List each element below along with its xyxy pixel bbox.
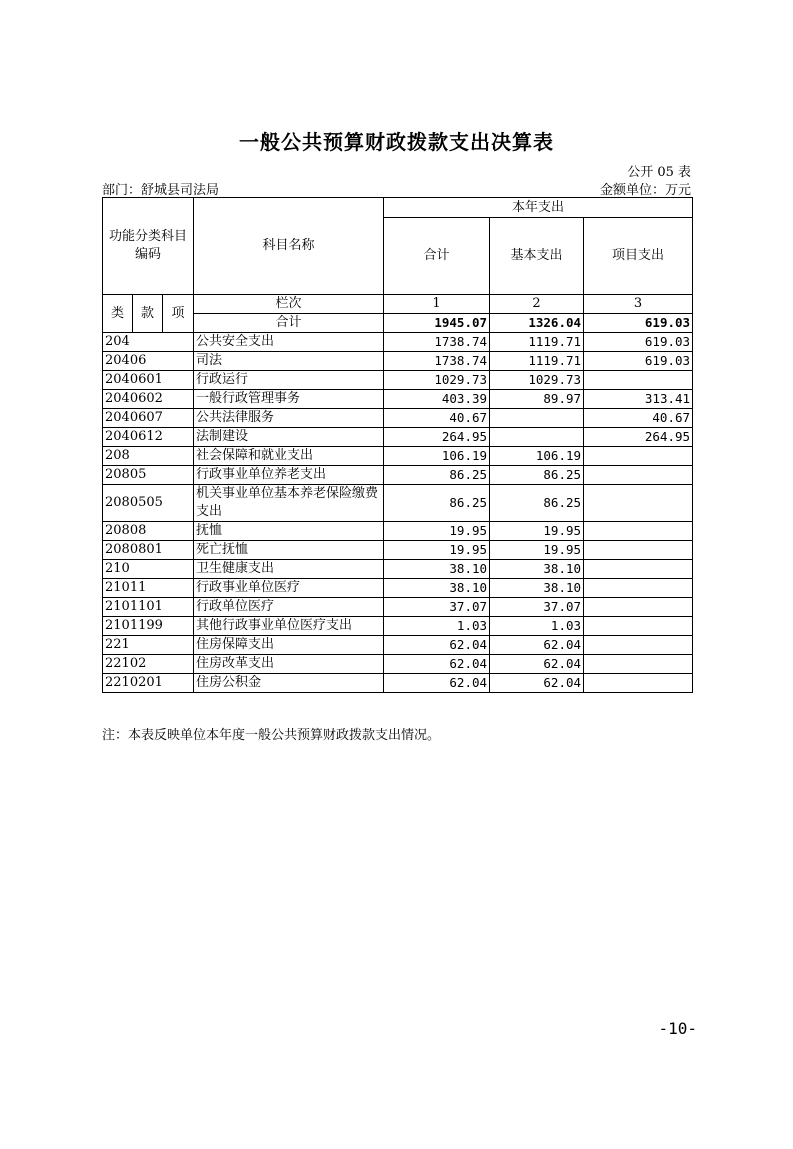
basic-header: 基本支出	[490, 218, 584, 295]
table-row	[103, 390, 693, 409]
row-name: 抚恤	[194, 522, 384, 541]
current-year-header: 本年支出	[384, 198, 693, 218]
row-total: 264.95	[384, 428, 490, 447]
row-name: 死亡抚恤	[194, 541, 384, 560]
row-project	[584, 617, 693, 636]
row-basic: 19.95	[490, 541, 584, 560]
row-name: 行政单位医疗	[194, 598, 384, 617]
row-basic: 62.04	[490, 674, 584, 693]
table-row	[103, 674, 693, 693]
row-name: 行政运行	[194, 371, 384, 390]
table-note: 注：本表反映单位本年度一般公共预算财政拨款支出情况。	[102, 728, 441, 743]
sum-basic: 1326.04	[490, 314, 584, 333]
row-code: 221	[103, 636, 194, 655]
row-basic: 19.95	[490, 522, 584, 541]
row-total: 40.67	[384, 409, 490, 428]
sum-total: 1945.07	[384, 314, 490, 333]
row-basic: 62.04	[490, 636, 584, 655]
row-total: 38.10	[384, 579, 490, 598]
row-basic: 106.19	[490, 447, 584, 466]
table-row	[103, 352, 693, 371]
row-name: 住房保障支出	[194, 636, 384, 655]
table-row	[103, 617, 693, 636]
row-code: 21011	[103, 579, 194, 598]
page-number: -10-	[658, 1019, 697, 1038]
row-code: 20406	[103, 352, 194, 371]
table-row	[103, 522, 693, 541]
row-total: 86.25	[384, 485, 490, 522]
row-total: 62.04	[384, 655, 490, 674]
table-row	[103, 447, 693, 466]
row-name: 其他行政事业单位医疗支出	[194, 617, 384, 636]
row-basic	[490, 428, 584, 447]
row-code: 2080505	[103, 485, 194, 522]
row-basic: 1119.71	[490, 333, 584, 352]
form-number: 公开 05 表	[627, 165, 691, 180]
row-project	[584, 485, 693, 522]
row-code: 20808	[103, 522, 194, 541]
row-name: 机关事业单位基本养老保险缴费支出	[194, 485, 384, 522]
row-total: 403.39	[384, 390, 490, 409]
row-total: 19.95	[384, 541, 490, 560]
table-row	[103, 428, 693, 447]
row-project	[584, 560, 693, 579]
table-row	[103, 333, 693, 352]
row-basic: 38.10	[490, 560, 584, 579]
row-project	[584, 598, 693, 617]
row-code: 210	[103, 560, 194, 579]
row-project	[584, 466, 693, 485]
row-project	[584, 579, 693, 598]
table-row	[103, 579, 693, 598]
row-name: 行政事业单位养老支出	[194, 466, 384, 485]
row-project	[584, 655, 693, 674]
row-total: 19.95	[384, 522, 490, 541]
row-basic: 89.97	[490, 390, 584, 409]
row-basic: 37.07	[490, 598, 584, 617]
row-name: 法制建设	[194, 428, 384, 447]
amount-unit-label: 金额单位：万元	[599, 183, 691, 198]
row-project: 264.95	[584, 428, 693, 447]
row-name: 住房改革支出	[194, 655, 384, 674]
row-code: 2101101	[103, 598, 194, 617]
page-title: 一般公共预算财政拨款支出决算表	[239, 130, 554, 154]
row-name: 住房公积金	[194, 674, 384, 693]
column-index-row	[103, 295, 693, 314]
row-basic: 1.03	[490, 617, 584, 636]
header-row-1	[103, 198, 693, 218]
row-total: 38.10	[384, 560, 490, 579]
table-row	[103, 409, 693, 428]
row-project	[584, 371, 693, 390]
row-name: 社会保障和就业支出	[194, 447, 384, 466]
row-total: 1029.73	[384, 371, 490, 390]
row-basic: 86.25	[490, 466, 584, 485]
row-basic: 86.25	[490, 485, 584, 522]
row-code: 2101199	[103, 617, 194, 636]
row-label: 栏次	[194, 295, 384, 314]
project-header: 项目支出	[584, 218, 693, 295]
row-name: 一般行政管理事务	[194, 390, 384, 409]
row-project: 619.03	[584, 352, 693, 371]
row-code: 2080801	[103, 541, 194, 560]
row-code: 2040602	[103, 390, 194, 409]
row-name: 卫生健康支出	[194, 560, 384, 579]
table-row	[103, 485, 693, 522]
sum-label: 合计	[194, 314, 384, 333]
row-name: 司法	[194, 352, 384, 371]
row-project	[584, 674, 693, 693]
xiang-header: 项	[163, 295, 194, 333]
row-basic: 38.10	[490, 579, 584, 598]
row-project: 619.03	[584, 333, 693, 352]
total-header: 合计	[384, 218, 490, 295]
row-total: 37.07	[384, 598, 490, 617]
sum-project: 619.03	[584, 314, 693, 333]
row-basic: 1029.73	[490, 371, 584, 390]
row-code: 22102	[103, 655, 194, 674]
row-total: 62.04	[384, 636, 490, 655]
row-code: 208	[103, 447, 194, 466]
row-project: 313.41	[584, 390, 693, 409]
row-project	[584, 522, 693, 541]
row-project	[584, 636, 693, 655]
row-total: 1738.74	[384, 352, 490, 371]
row-total: 106.19	[384, 447, 490, 466]
row-code: 2040601	[103, 371, 194, 390]
item-name-header: 科目名称	[194, 198, 384, 295]
department-label: 部门：舒城县司法局	[102, 183, 220, 198]
table-row	[103, 541, 693, 560]
row-code: 204	[103, 333, 194, 352]
row-project	[584, 447, 693, 466]
row-code: 2040612	[103, 428, 194, 447]
func-code-header: 功能分类科目编码	[103, 198, 194, 295]
row-project: 40.67	[584, 409, 693, 428]
row-basic	[490, 409, 584, 428]
row-code: 2210201	[103, 674, 194, 693]
row-name: 公共安全支出	[194, 333, 384, 352]
row-code: 20805	[103, 466, 194, 485]
row-code: 2040607	[103, 409, 194, 428]
table-row	[103, 371, 693, 390]
table-row	[103, 636, 693, 655]
col-index-2: 2	[490, 295, 584, 314]
row-total: 62.04	[384, 674, 490, 693]
row-name: 公共法律服务	[194, 409, 384, 428]
row-project	[584, 541, 693, 560]
row-basic: 62.04	[490, 655, 584, 674]
table-row	[103, 560, 693, 579]
row-total: 1.03	[384, 617, 490, 636]
table-row	[103, 598, 693, 617]
expenditure-table	[102, 197, 693, 693]
col-index-3: 3	[584, 295, 693, 314]
row-basic: 1119.71	[490, 352, 584, 371]
row-name: 行政事业单位医疗	[194, 579, 384, 598]
col-index-1: 1	[384, 295, 490, 314]
table-row	[103, 655, 693, 674]
lei-header: 类	[103, 295, 133, 333]
row-total: 1738.74	[384, 333, 490, 352]
kuan-header: 款	[133, 295, 163, 333]
row-total: 86.25	[384, 466, 490, 485]
table-row	[103, 466, 693, 485]
